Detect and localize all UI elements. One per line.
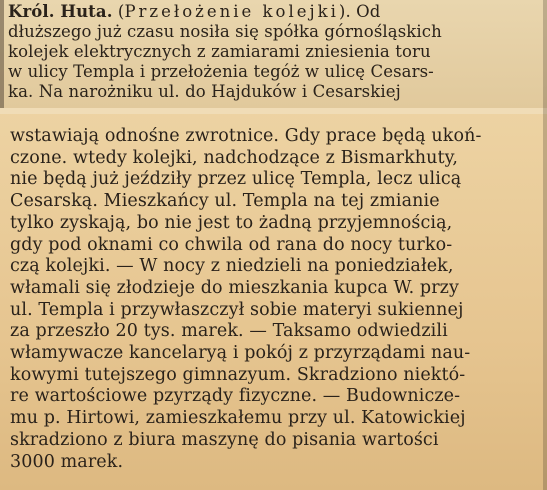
article-title-spaced: Przełożenie kolejki bbox=[124, 2, 339, 21]
bottom-line-5: tylko zyskają, bo nie jest to żadną przyjemnością, bbox=[10, 212, 453, 233]
top-line-5: ka. Na narożniku ul. do Hajduków i Cesarskiej bbox=[8, 82, 401, 101]
bottom-line-3: nie będą już jeździły przez ulicę Templa, lecz ulicą bbox=[10, 169, 462, 190]
bottom-line-14: mu p. Hirtowi, zamieszkałemu przy ul. Katowickiej bbox=[10, 408, 466, 429]
top-line-3: kolejek elektrycznych z zamiarami zniesienia toru bbox=[8, 42, 431, 61]
top-clipping-text bbox=[8, 2, 537, 102]
bottom-line-6: gdy pod oknami co chwila od rana do nocy turko- bbox=[10, 234, 453, 255]
bottom-line-7: czą kolejki. — W nocy z niedzieli na poniedziałek, bbox=[10, 256, 454, 277]
bottom-line-8: włamali się złodzieje do mieszkania kupca W. przy bbox=[10, 277, 459, 298]
heading-paren-open: ( bbox=[112, 2, 125, 21]
bottom-line-1: wstawiają odnośne zwrotnice. Gdy prace będą ukoń- bbox=[10, 126, 482, 146]
bottom-newspaper-clipping bbox=[0, 108, 547, 490]
clipping-left-border bbox=[0, 0, 4, 108]
bottom-line-13: re wartościowe pzyrządy fizyczne. — Budowniczе- bbox=[10, 386, 461, 407]
article-heading: Król. Huta. bbox=[8, 2, 113, 21]
bottom-line-4: Cesarską. Mieszkańcy ul. Templa na tej zmianie bbox=[10, 191, 440, 212]
bottom-line-16: 3000 marek. bbox=[10, 451, 124, 472]
bottom-line-9: ul. Templa i przywłaszczył sobie materyi sukiennej bbox=[10, 299, 464, 320]
bottom-line-10: za przeszło 20 tys. marek. — Taksamo odwiedzili bbox=[10, 321, 448, 342]
bottom-line-12: kowymi tutejszego gimnazyum. Skradziono niektó- bbox=[10, 364, 466, 385]
clipping-gap bbox=[0, 108, 547, 114]
bottom-clipping-text bbox=[10, 126, 537, 473]
top-line-4: w ulicy Templa i przełożenia tegóż w ulicę Cesars- bbox=[8, 62, 434, 81]
heading-paren-close: ). Od bbox=[338, 2, 381, 21]
scan-right-edge bbox=[543, 0, 547, 490]
top-newspaper-clipping bbox=[0, 0, 547, 108]
top-line-1 bbox=[8, 2, 537, 22]
bottom-line-2: czone. wtedy kolejki, nadchodzące z Bismarkhuty, bbox=[10, 147, 458, 168]
bottom-line-15: skradziono z biura maszynę do pisania wartości bbox=[10, 429, 439, 450]
bottom-line-11: włamywacze kancelaryą i pokój z przyrządami nau- bbox=[10, 343, 471, 364]
top-line-2: dłuższego już czasu nosiła się spółka górnośląskich bbox=[8, 22, 442, 41]
